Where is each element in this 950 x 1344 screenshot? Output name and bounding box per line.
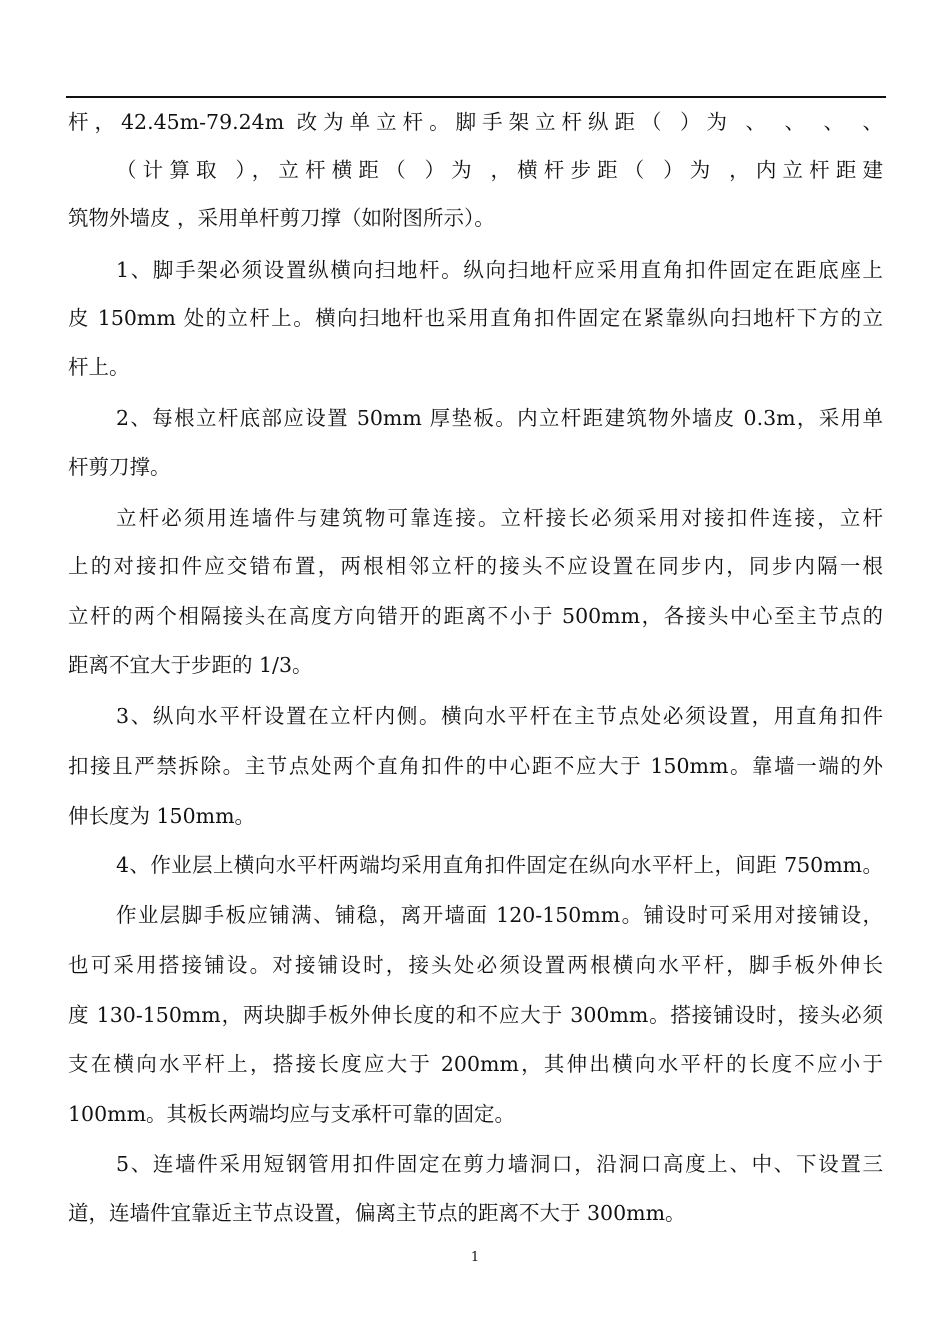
text-line: 度 130-150mm，两块脚手板外伸长度的和不应大于 300mm。搭接铺设时，接头必须 (68, 1003, 883, 1027)
text-line: 上的对接扣件应交错布置，两根相邻立杆的接头不应设置在同步内，同步内隔一根 (68, 554, 883, 578)
text-line: （计算取 ），立杆横距（ ）为 ，横杆步距（ ）为 ，内立杆距建 (116, 158, 883, 182)
text-line: 也可采用搭接铺设。对接铺设时，接头处必须设置两根横向水平杆，脚手板外伸长 (68, 953, 883, 977)
text-line: 100mm。其板长两端均应与支承杆可靠的固定。 (68, 1102, 516, 1126)
text-line: 道，连墙件宜靠近主节点设置，偏离主节点的距离不大于 300mm。 (68, 1201, 686, 1225)
text-line: 4、作业层上横向水平杆两端均采用直角扣件固定在纵向水平杆上，间距 750mm。 (116, 853, 883, 877)
text-line: 筑物外墙皮 ，采用单杆剪刀撑（如附图所示）。 (68, 206, 495, 230)
text-line: 5、连墙件采用短钢管用扣件固定在剪力墙洞口，沿洞口高度上、中、下设置三 (116, 1152, 883, 1176)
text-line: 杆上。 (68, 355, 130, 379)
text-line: 支在横向水平杆上，搭接长度应大于 200mm，其伸出横向水平杆的长度不应小于 (68, 1052, 883, 1076)
text-line: 2、每根立杆底部应设置 50mm 厚垫板。内立杆距建筑物外墙皮 0.3m，采用单 (116, 406, 883, 430)
page-number: 1 (470, 1250, 480, 1265)
text-line: 杆剪刀撑。 (68, 455, 171, 479)
text-line: 3、纵向水平杆设置在立杆内侧。横向水平杆在主节点处必须设置，用直角扣件 (116, 704, 883, 728)
text-line: 距离不宜大于步距的 1/3。 (68, 653, 313, 677)
text-line: 作业层脚手板应铺满、铺稳，离开墙面 120-150mm。铺设时可采用对接铺设， (116, 903, 883, 927)
text-line: 皮 150mm 处的立杆上。横向扫地杆也采用直角扣件固定在紧靠纵向扫地杆下方的立 (68, 306, 883, 330)
text-line: 杆，42.45m-79.24m 改为单立杆。脚手架立杆纵距（ ）为 、 、 、 、 (68, 110, 883, 134)
text-line: 立杆必须用连墙件与建筑物可靠连接。立杆接长必须采用对接扣件连接，立杆 (116, 506, 883, 530)
text-line: 1、脚手架必须设置纵横向扫地杆。纵向扫地杆应采用直角扣件固定在距底座上 (116, 258, 883, 282)
text-line: 扣接且严禁拆除。主节点处两个直角扣件的中心距不应大于 150mm。靠墙一端的外 (68, 754, 883, 778)
text-line: 伸长度为 150mm。 (68, 804, 256, 828)
text-line: 立杆的两个相隔接头在高度方向错开的距离不小于 500mm，各接头中心至主节点的 (68, 604, 883, 628)
